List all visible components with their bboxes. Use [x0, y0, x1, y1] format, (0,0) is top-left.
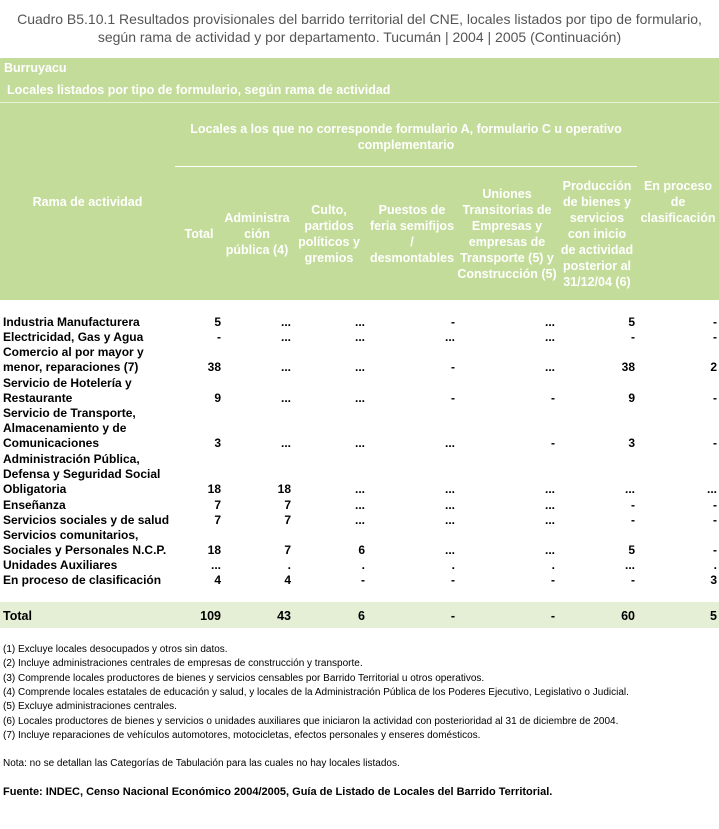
table-cell: -: [451, 391, 455, 406]
header-col-en-proceso-line: En proceso: [643, 179, 713, 193]
table-cell: 7: [214, 498, 221, 512]
table-cell: 5: [214, 315, 221, 329]
total-cell: 6: [358, 609, 365, 623]
table-cell: ...: [444, 498, 455, 512]
table-cell: -: [713, 513, 717, 527]
table-cell: -: [713, 391, 717, 406]
row-label-line: Defensa y Seguridad Social: [3, 467, 161, 482]
header-col-uniones-line: Transitorias de: [462, 203, 552, 217]
table-cell: -: [451, 315, 455, 329]
table-cell: ...: [444, 330, 455, 344]
row-label-line: Comunicaciones: [3, 436, 100, 451]
table-cell: ...: [444, 436, 455, 451]
header-group-line-1: Locales a los que no corresponde formulario A, formulario C u operativo: [190, 122, 622, 136]
department-name: Burruyacu: [4, 61, 67, 75]
table-cell: ...: [706, 482, 717, 497]
table-title: [0, 10, 719, 46]
table-cell: ...: [544, 482, 555, 497]
header-col-culto-line: gremios: [304, 251, 354, 265]
header-col-culto-line: políticos y: [298, 235, 360, 249]
table-cell: .: [361, 558, 365, 572]
header-col-uniones-line: Empresas y: [471, 219, 543, 233]
row-label: [3, 573, 173, 588]
header-group-line-2: complementario: [357, 138, 455, 152]
header-col-culto-line: partidos: [304, 219, 354, 233]
header-col-produccion: [557, 178, 637, 290]
table-cell: 5: [628, 315, 635, 329]
table-cell: ...: [280, 315, 291, 329]
table-cell: -: [631, 498, 635, 512]
header-col-puestos: [367, 202, 457, 266]
header-col-produccion-line: con inicio: [567, 227, 627, 241]
row-label-line: Servicio de Hotelería y: [3, 376, 132, 390]
row-label: [3, 345, 173, 375]
row-label: [3, 330, 173, 345]
table-cell: ...: [444, 482, 455, 497]
table-cell: 38: [207, 360, 221, 375]
table-cell: -: [551, 436, 555, 451]
table-cell: ...: [544, 498, 555, 512]
table-cell: 3: [214, 436, 221, 451]
table-cell: -: [631, 513, 635, 527]
row-label-line: En proceso de clasificación: [3, 573, 162, 587]
table-cell: -: [551, 391, 555, 406]
row-label: [3, 406, 173, 452]
header-rama: Rama de actividad: [32, 195, 143, 209]
subtitle-band: [0, 79, 719, 102]
row-label: [3, 452, 173, 498]
total-cell: 60: [621, 609, 635, 623]
footnote: (7) Incluye reparaciones de vehículos automotores, motocicletas, efectos personales y enseres domésticos.: [3, 729, 481, 741]
title-line-1: Cuadro B5.10.1 Resultados provisionales del barrido territorial del CNE, locales listados por tipo de formulario,: [17, 11, 702, 27]
table-cell: ...: [544, 513, 555, 527]
table-cell: 9: [628, 391, 635, 406]
header-col-uniones: [457, 186, 557, 282]
total-label: Total: [3, 609, 32, 623]
footnote: (2) Incluye administraciones centrales de empresas de construcción y transporte.: [3, 658, 363, 670]
table-cell: ...: [280, 330, 291, 344]
table-cell: -: [451, 573, 455, 587]
table-cell: -: [713, 498, 717, 512]
table-cell: ...: [280, 436, 291, 451]
table-cell: -: [451, 360, 455, 375]
total-cell: 5: [710, 609, 717, 623]
header-top-divider: [0, 102, 719, 103]
header-col-en-proceso: [637, 178, 719, 226]
table-cell: ...: [354, 436, 365, 451]
table-cell: ...: [444, 543, 455, 558]
footnote: (6) Locales productores de bienes y servicios o unidades auxiliares que iniciaron la actividad con posterioridad al 31 de diciembre de 2004.: [3, 715, 619, 727]
table-cell: 9: [214, 391, 221, 406]
header-col-produccion-line: de actividad: [560, 243, 634, 257]
table-cell: ...: [210, 558, 221, 572]
table-cell: ...: [354, 330, 365, 344]
header-group: [175, 121, 637, 153]
row-label-line: Electricidad, Gas y Agua: [3, 330, 144, 344]
row-label-line: Servicios comunitarios,: [3, 528, 139, 542]
header-col-en-proceso-line: clasificación: [640, 211, 716, 225]
table-cell: ...: [354, 498, 365, 512]
row-label: [3, 528, 173, 558]
header-col-produccion-line: posterior al: [562, 259, 632, 273]
row-label: [3, 513, 173, 528]
table-cell: 2: [710, 360, 717, 375]
header-col-uniones-line: Construcción (5): [457, 267, 557, 281]
table-cell: ...: [624, 482, 635, 497]
header-col-uniones-line: Transporte (5) y: [460, 251, 554, 265]
header-col-produccion-line: 31/12/04 (6): [563, 275, 631, 289]
table-cell: 7: [284, 498, 291, 512]
table-cell: .: [551, 558, 555, 572]
department-band: [0, 58, 719, 79]
table-cell: -: [713, 543, 717, 558]
row-label-line: Industria Manufacturera: [3, 315, 140, 329]
header-col-puestos-line: feria semifijos: [369, 219, 455, 233]
table-cell: ...: [444, 513, 455, 527]
row-label-line: Comercio al por mayor y: [3, 345, 144, 359]
table-cell: ...: [354, 391, 365, 406]
header-group-divider: [175, 166, 637, 167]
header-col-admin-line: ción: [244, 227, 270, 241]
table-cell: -: [217, 330, 221, 344]
table-cell: -: [551, 573, 555, 587]
table-cell: -: [631, 573, 635, 587]
title-line-2: según rama de actividad y por departamento. Tucumán | 2004 | 2005 (Continuación): [97, 29, 622, 45]
table-cell: .: [287, 558, 291, 572]
table-cell: ...: [544, 360, 555, 375]
table-cell: ...: [544, 330, 555, 344]
row-label: [3, 315, 173, 330]
table-cell: -: [631, 330, 635, 344]
header-col-en-proceso-line: de: [670, 195, 686, 209]
header-col-culto: [291, 202, 367, 266]
footnote: (3) Comprende locales productores de bienes y servicios censables por Barrido Territorial u otros operativos.: [3, 672, 485, 684]
table-cell: 7: [214, 513, 221, 527]
table-cell: 4: [214, 573, 221, 587]
row-label-line: Servicio de Transporte,: [3, 406, 136, 420]
header-col-culto-line: Culto,: [311, 203, 347, 217]
table-cell: 3: [710, 573, 717, 587]
table-cell: 38: [621, 360, 635, 375]
table-cell: ...: [354, 513, 365, 527]
row-label-line: Obligatoria: [3, 482, 67, 497]
header-col-produccion-line: servicios: [569, 211, 625, 225]
table-cell: 7: [284, 513, 291, 527]
table-cell: 18: [207, 543, 221, 558]
table-cell: -: [713, 436, 717, 451]
table-cell: 5: [628, 543, 635, 558]
table-cell: ...: [354, 315, 365, 329]
note-text: Nota: no se detallan las Categorías de Tabulación para las cuales no hay locales listados.: [3, 758, 400, 769]
header-col-produccion-line: de bienes y: [562, 195, 632, 209]
table-cell: -: [713, 315, 717, 329]
row-label-line: Unidades Auxiliares: [3, 558, 118, 572]
header-col-total-line: Total: [184, 227, 214, 241]
table-cell: ...: [624, 558, 635, 572]
header-col-admin-line: Administra: [224, 211, 290, 225]
row-label-line: Restaurante: [3, 391, 73, 406]
row-label: [3, 558, 173, 573]
row-label-line: Servicios sociales y de salud: [3, 513, 170, 527]
header-col-admin: [223, 210, 291, 258]
total-cell: -: [450, 609, 455, 623]
header-col-puestos-line: desmontables: [369, 251, 455, 265]
table-cell: ...: [354, 482, 365, 497]
total-cell: -: [550, 609, 555, 623]
footnote: (1) Excluye locales desocupados y otros sin datos.: [3, 644, 228, 655]
total-cell: 109: [200, 609, 221, 623]
footnote: (5) Excluye administraciones centrales.: [3, 701, 177, 713]
row-label-line: Administración Pública,: [3, 452, 140, 466]
header-col-puestos-line: Puestos de: [378, 203, 446, 217]
row-label: [3, 498, 173, 513]
row-label-line: menor, reparaciones (7): [3, 360, 139, 375]
table-cell: -: [361, 573, 365, 587]
table-cell: ...: [544, 315, 555, 329]
table-cell: ...: [280, 360, 291, 375]
header-col-total: [175, 226, 223, 242]
row-label-line: Enseñanza: [3, 498, 66, 512]
total-cell: 43: [277, 609, 291, 623]
table-cell: -: [713, 330, 717, 344]
row-label: [3, 376, 173, 406]
total-row: [0, 602, 719, 628]
header-col-produccion-line: Producción: [562, 179, 632, 193]
table-cell: .: [713, 558, 717, 572]
table-cell: ...: [280, 391, 291, 406]
header-col-admin-line: pública (4): [225, 243, 289, 257]
row-label-line: Almacenamiento y de: [3, 421, 127, 436]
row-label-line: Sociales y Personales N.C.P.: [3, 543, 167, 558]
header-col-puestos-line: /: [410, 235, 414, 249]
table-cell: 6: [358, 543, 365, 558]
table-cell: 18: [277, 482, 291, 497]
header-col-uniones-line: empresas de: [468, 235, 546, 249]
source-text: Fuente: INDEC, Censo Nacional Económico 2004/2005, Guía de Listado de Locales del Barrido Territorial.: [3, 786, 553, 798]
table-cell: .: [451, 558, 455, 572]
footnote: (4) Comprende locales estatales de educación y salud, y locales de la Administración Pública de los Poderes Ejecutivo, Legislativo o Judicial.: [3, 686, 629, 698]
table-cell: ...: [544, 543, 555, 558]
header-col-uniones-line: Uniones: [482, 187, 532, 201]
table-cell: 18: [207, 482, 221, 497]
table-cell: ...: [354, 360, 365, 375]
table-cell: 4: [284, 573, 291, 587]
table-subtitle: Locales listados por tipo de formulario, según rama de actividad: [7, 83, 391, 97]
table-cell: 7: [284, 543, 291, 558]
table-cell: 3: [628, 436, 635, 451]
